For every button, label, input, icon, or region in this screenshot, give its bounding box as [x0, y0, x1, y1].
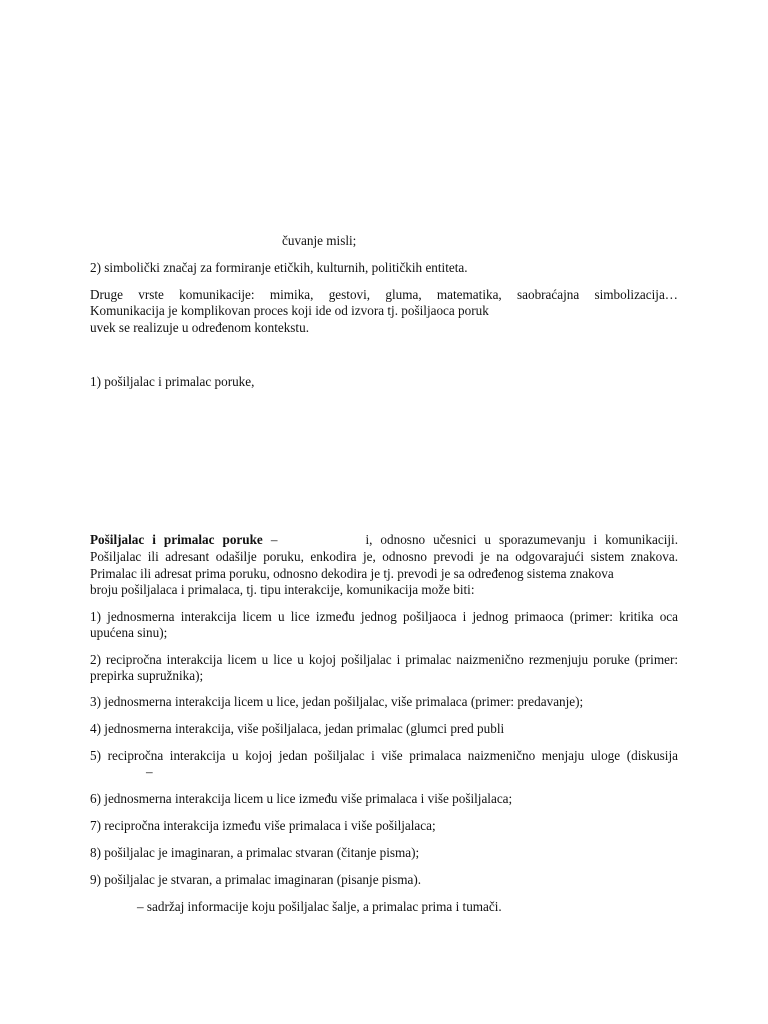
interaction-8: 8) pošiljalac je imaginaran, a primalac stvaran (čitanje pisma); — [90, 845, 420, 860]
sender-heading-dash: – — [270, 532, 278, 547]
interaction-5-line2: – — [146, 764, 153, 779]
complex-process-line: Komunikacija je komplikovan proces koji ide od izvora tj. pošiljaoca poruk — [90, 303, 489, 318]
interaction-3: 3) jednosmerna interakcija licem u lice, jedan pošiljalac, više primalaca (primer: predavanje); — [90, 694, 584, 709]
interaction-4: 4) jednosmerna interakcija, više pošiljalaca, jedan primalac (glumci pred publi — [90, 721, 505, 736]
other-types-line: Druge vrste komunikacije: mimika, gestovi, gluma, matematika, saobraćajna simbolizacija… — [90, 287, 678, 302]
sender-heading-bold: Pošiljalac i primalac poruke — [90, 532, 263, 547]
point-symbolic: 2) simbolički značaj za formiranje etičkih, kulturnih, političkih entiteta. — [90, 260, 468, 275]
intro-fragment: čuvanje misli; — [282, 233, 357, 248]
interaction-5-line1: 5) recipročna interakcija u kojoj jedan pošiljalac i više primalaca naizmenično menjaju uloge (diskusija — [90, 748, 678, 763]
interaction-9: 9) pošiljalac je stvaran, a primalac imaginaran (pisanje pisma). — [90, 872, 422, 887]
interaction-1-line2: upućena sinu); — [90, 625, 168, 640]
element-sender-receiver: 1) pošiljalac i primalac poruke, — [90, 374, 255, 389]
interaction-7: 7) recipročna interakcija između više primalaca i više pošiljalaca; — [90, 818, 436, 833]
context-line: uvek se realizuje u određenom kontekstu. — [90, 320, 309, 335]
sender-definition: Pošiljalac ili adresant odašilje poruku, enkodira je, odnosno prevodi je na odgovarajući sistem znakova. — [90, 549, 678, 564]
receiver-definition: Primalac ili adresat prima poruku, odnosno dekodira je tj. prevodi je sa određenog sistema znakova — [90, 566, 614, 581]
interaction-2-line2: prepirka supružnika); — [90, 668, 204, 683]
interaction-2-line1: 2) recipročna interakcija licem u lice u kojoj pošiljalac i primalac naizmenično rezmenjuju poruke (primer: — [90, 652, 678, 667]
interaction-1-line1: 1) jednosmerna interakcija licem u lice između jednog pošiljaoca i jednog primaoca (primer: kritika oca — [90, 609, 678, 624]
message-definition: – sadržaj informacije koju pošiljalac šalje, a primalac prima i tumači. — [137, 899, 502, 914]
interaction-6: 6) jednosmerna interakcija licem u lice između više primalaca i više pošiljalaca; — [90, 791, 513, 806]
sender-heading-rest: i, odnosno učesnici u sporazumevanju i komunikaciji. — [365, 532, 679, 547]
sender-heading-line — [90, 532, 678, 548]
interaction-count-line: broju pošiljalaca i primalaca, tj. tipu interakcije, komunikacija može biti: — [90, 582, 475, 597]
